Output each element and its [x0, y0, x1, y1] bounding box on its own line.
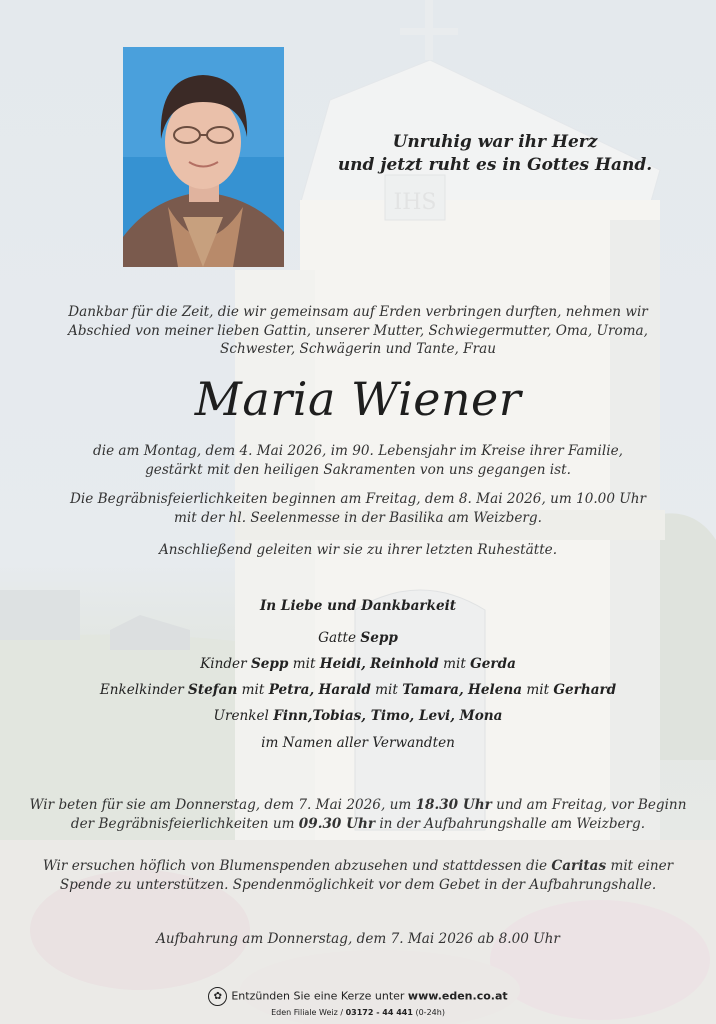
grandchild-name: Harald — [318, 682, 371, 698]
intro-line: Abschied von meiner lieben Gattin, unserer Mutter, Schwiegermutter, Oma, Uroma, — [68, 322, 648, 339]
with-text: mit — [292, 656, 316, 672]
family-spouse — [0, 630, 716, 646]
grandchild-partner-name: Petra — [268, 682, 310, 698]
motto-line-2: und jetzt ruht es in Gottes Hand. — [337, 155, 653, 175]
svg-text:IHS: IHS — [393, 190, 437, 215]
motto-line-1: Unruhig war ihr Herz — [392, 132, 598, 152]
deceased-name: Maria Wiener — [194, 372, 522, 426]
prayer-text: in der Aufbahrungshalle am Weizberg. — [375, 815, 646, 832]
death-notice — [0, 442, 716, 479]
footer-url[interactable]: www.eden.co.at — [407, 989, 508, 1003]
prayer-line-2 — [0, 815, 716, 834]
prayer-time: 18.30 Uhr — [415, 797, 492, 813]
prayer-time: 09.30 Uhr — [298, 815, 375, 832]
with-text: mit — [443, 656, 466, 672]
footer-text: Eden Filiale Weiz / — [271, 1008, 346, 1017]
grandchild-partner-name: Tamara — [402, 682, 459, 698]
grandchildren-label: Enkelkinder — [99, 682, 184, 698]
child-name: Sepp — [250, 656, 289, 672]
donation-line-2: Spende zu unterstützen. Spendenmöglichkeit vor dem Gebet in der Aufbahrungshalle. — [59, 876, 657, 893]
grandchild-name: Helena — [468, 682, 523, 698]
burial-info: Anschließend geleiten wir sie zu ihrer letzten Ruhestätte. — [158, 542, 558, 558]
death-notice-line: die am Montag, dem 4. Mai 2026, im 90. Lebensjahr im Kreise ihrer Familie, — [93, 443, 623, 459]
child-partner-name: Heidi — [319, 656, 362, 672]
grandchild-name: Stefan — [188, 682, 238, 698]
children-label: Kinder — [200, 656, 247, 672]
prayer-text: Wir beten für sie am Donnerstag, dem 7. Mai 2026, um — [29, 797, 416, 813]
prayer-text: der Begräbnisfeierlichkeiten um — [70, 815, 299, 832]
family-grandchildren: Enkelkinder Stefan mit Petra, Harald mit Tamara, Helena mit Gerhard — [99, 682, 617, 698]
family-relatives: im Namen aller Verwandten — [261, 735, 455, 751]
donation-info — [0, 857, 716, 894]
spouse-label: Gatte — [318, 630, 357, 646]
funeral-line: Die Begräbnisfeierlichkeiten beginnen am Freitag, dem 8. Mai 2026, um 10.00 Uhr — [69, 491, 647, 507]
funeral-info — [0, 490, 716, 527]
candle-icon: ✿ — [208, 987, 227, 1006]
motto — [330, 132, 660, 175]
child-partner-name: Gerda — [470, 656, 516, 672]
greatgrand-names: Finn,Tobias, Timo, Levi, Mona — [273, 708, 503, 724]
child-name: Reinhold — [370, 656, 439, 672]
intro-line: Schwester, Schwägerin und Tante, Frau — [220, 341, 496, 357]
footer-line-1 — [0, 987, 716, 1006]
with-text: mit — [375, 682, 398, 698]
funeral-line: mit der hl. Seelenmesse in der Basilika am Weizberg. — [174, 509, 542, 526]
donation-line-1 — [0, 857, 716, 876]
family-children: Kinder Sepp mit Heidi, Reinhold mit Gerda — [200, 656, 516, 672]
prayer-line-1 — [0, 796, 716, 815]
grandchild-partner-name: Gerhard — [553, 682, 617, 698]
footer — [0, 987, 716, 1017]
prayer-text: und am Freitag, vor Beginn — [491, 797, 687, 813]
family-heading-text: In Liebe und Dankbarkeit — [259, 598, 457, 614]
greatgrand-label: Urenkel — [213, 708, 269, 724]
death-notice-line: gestärkt mit den heiligen Sakramenten von uns gegangen ist. — [145, 461, 571, 478]
family-heading — [0, 598, 716, 614]
with-text: mit — [526, 682, 550, 698]
intro-text — [0, 303, 716, 359]
footer-text: Entzünden Sie eine Kerze unter — [231, 989, 408, 1003]
spouse-name: Sepp — [360, 630, 398, 646]
donation-text: Wir ersuchen höflich von Blumenspenden abzusehen und stattdessen die — [42, 858, 552, 874]
donation-org: Caritas — [551, 858, 607, 874]
with-text: mit — [241, 682, 265, 698]
intro-line: Dankbar für die Zeit, die wir gemeinsam auf Erden verbringen durften, nehmen wir — [68, 304, 648, 320]
footer-line-2 — [0, 1008, 716, 1017]
prayer-info — [0, 796, 716, 833]
viewing-info: Aufbahrung am Donnerstag, dem 7. Mai 2026 ab 8.00 Uhr — [156, 931, 560, 947]
footer-text: (0-24h) — [412, 1008, 445, 1017]
footer-phone: 03172 - 44 441 — [345, 1008, 413, 1017]
portrait-photo — [123, 47, 284, 267]
family-greatgrandchildren — [0, 708, 716, 724]
donation-text: mit einer — [606, 858, 674, 874]
